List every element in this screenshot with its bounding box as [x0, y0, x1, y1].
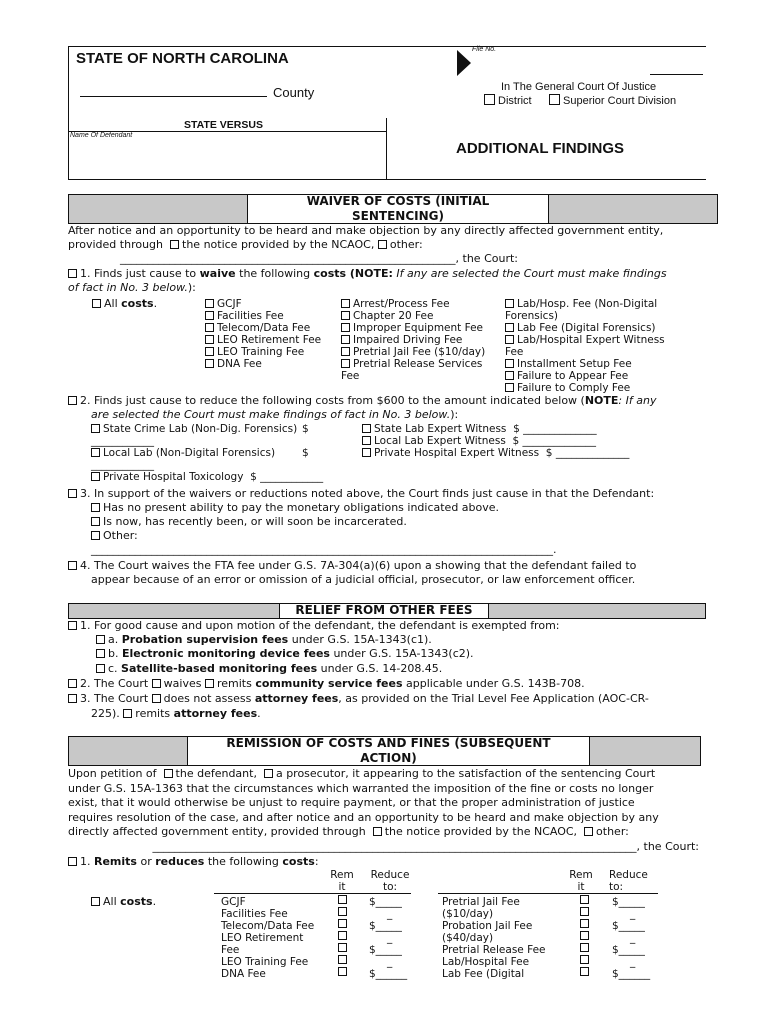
- finding-3-checkbox[interactable]: [68, 489, 77, 498]
- remit-checkbox[interactable]: [580, 895, 589, 904]
- banner-left-shade: [68, 736, 188, 766]
- waive-item[interactable]: Telecom/Data Fee: [205, 322, 321, 334]
- header-top-rule: [68, 46, 706, 47]
- remit-checkbox[interactable]: [338, 955, 347, 964]
- finding-3-other-line[interactable]: ____________________________________________________________________________________.: [91, 543, 557, 556]
- relief-1c[interactable]: c. Satellite-based monitoring fees under G.S. 14-208.45.: [96, 662, 442, 677]
- remission-court-line[interactable]: ________________________________________________________________________________________, the Court:: [152, 840, 699, 853]
- remit-checkbox-column[interactable]: [338, 895, 347, 977]
- fee-label: LEO Retirement: [221, 932, 304, 944]
- finding-1: 1. Finds just cause to waive the following costs (NOTE: If any are selected the Court must make findings: [68, 267, 667, 282]
- remission-p3: exist, that it would otherwise be unjust to require payment, or that the proper administration of justice: [68, 796, 635, 809]
- waive-item[interactable]: LEO Training Fee: [205, 346, 321, 358]
- remission-right-fees: [442, 896, 545, 980]
- waive-item[interactable]: Impaired Driving Fee: [341, 334, 485, 346]
- finding-4-checkbox[interactable]: [68, 561, 77, 570]
- fee-label: Fee: [221, 944, 240, 956]
- remission-title: REMISSION OF COSTS AND FINES (SUBSEQUENT ACTION): [226, 736, 551, 765]
- remission-all-costs[interactable]: All costs.: [91, 895, 156, 910]
- remit-checkbox[interactable]: [580, 931, 589, 940]
- defendant-checkbox[interactable]: [164, 769, 173, 778]
- ncaoc-checkbox-2[interactable]: [373, 827, 382, 836]
- finding-3-option[interactable]: Other:: [91, 529, 138, 544]
- waiver-intro-1: After notice and an opportunity to be heard and make objection by any directly affected government entity,: [68, 224, 664, 237]
- amount-line[interactable]: ____________: [91, 435, 154, 447]
- other-checkbox-2[interactable]: [584, 827, 593, 836]
- relief-1a[interactable]: a. Probation supervision fees under G.S. 15A-1343(c1).: [96, 633, 432, 648]
- relief-1-checkbox[interactable]: [68, 621, 77, 630]
- court-line: In The General Court Of Justice: [501, 81, 657, 93]
- all-costs-checkbox-2[interactable]: [91, 897, 100, 906]
- fee-label: LEO Training Fee: [221, 956, 309, 968]
- relief-3-cont: 225). remits attorney fees.: [91, 707, 261, 720]
- finding-3-option[interactable]: Is now, has recently been, or will soon be incarcerated.: [91, 515, 407, 530]
- finding-2-checkbox[interactable]: [68, 396, 77, 405]
- header-divider: [386, 118, 387, 180]
- fee-label: Pretrial Release Fee: [442, 944, 546, 956]
- finding-3-option[interactable]: Has no present ability to pay the monetary obligations indicated above.: [91, 501, 499, 516]
- superior-checkbox[interactable]: [549, 94, 560, 105]
- waive-item[interactable]: GCJF: [205, 298, 321, 310]
- reduce-state-lab[interactable]: State Lab Expert Witness $ ______________: [362, 423, 597, 435]
- finding-1-checkbox[interactable]: [68, 269, 77, 278]
- waive-item[interactable]: Lab/Hospital Expert Witness: [505, 334, 665, 346]
- fee-label: Telecom/Data Fee: [221, 920, 315, 932]
- waive-item[interactable]: Arrest/Process Fee: [341, 298, 485, 310]
- reduce-local-lab[interactable]: Local Lab Expert Witness $ ______________: [362, 435, 596, 447]
- all-costs-checkbox[interactable]: [92, 299, 101, 308]
- waive-item[interactable]: Chapter 20 Fee: [341, 310, 485, 322]
- not-assess-checkbox[interactable]: [152, 694, 161, 703]
- reduce-private-tox[interactable]: Private Hospital Toxicology $ ____________: [91, 471, 323, 483]
- remit-header: Rem it: [569, 869, 593, 893]
- file-no-arrow-icon: [457, 50, 471, 76]
- remits-attorney-checkbox[interactable]: [123, 709, 132, 718]
- district-checkbox[interactable]: [484, 94, 495, 105]
- amount-line[interactable]: ____________: [91, 459, 154, 471]
- remit-checkbox[interactable]: [580, 943, 589, 952]
- waive-col-2: Arrest/Process Fee Chapter 20 Fee Improper Equipment Fee Impaired Driving Fee Pretrial Jail Fee ($10/day) Pretrial Release Services Fee: [341, 298, 486, 382]
- fee-label: ($10/day): [442, 908, 494, 920]
- banner-right-shade: [589, 736, 701, 766]
- remit-checkbox[interactable]: [338, 931, 347, 940]
- fee-label: Probation Jail Fee: [442, 920, 533, 932]
- file-no-line[interactable]: [650, 74, 703, 75]
- remission-p2: under G.S. 15A-1363 that the circumstances which warranted the imposition of the fine or costs no longer: [68, 782, 654, 795]
- other-checkbox[interactable]: [378, 240, 387, 249]
- fee-label: Facilities Fee: [221, 908, 288, 920]
- waive-item[interactable]: Facilities Fee: [205, 310, 321, 322]
- remit-checkbox[interactable]: [580, 919, 589, 928]
- remit-checkbox-column[interactable]: [580, 895, 589, 977]
- remission-left-fees: [221, 896, 314, 980]
- waive-item[interactable]: Pretrial Release Services: [341, 358, 485, 370]
- waive-item[interactable]: Improper Equipment Fee: [341, 322, 485, 334]
- waive-item[interactable]: Failure to Appear Fee: [505, 370, 665, 382]
- relief-2-checkbox[interactable]: [68, 679, 77, 688]
- finding-2: 2. Finds just cause to reduce the following costs from $600 to the amount indicated below (NOTE: If any: [68, 394, 656, 409]
- relief-3: 3. The Court does not assess attorney fees, as provided on the Trial Level Fee Application (AOC-CR-: [68, 692, 649, 707]
- remit-checkbox[interactable]: [338, 943, 347, 952]
- remit-checkbox[interactable]: [580, 955, 589, 964]
- dollar-sign: $: [302, 423, 309, 435]
- header-left-rule: [68, 46, 69, 180]
- remit-checkbox[interactable]: [580, 907, 589, 916]
- county-label: County: [273, 85, 315, 100]
- reduce-header: Reduce to:: [609, 869, 648, 893]
- remit-header: Rem it: [330, 869, 354, 893]
- remit-checkbox[interactable]: [338, 967, 347, 976]
- state-versus-label: STATE VERSUS: [184, 119, 263, 131]
- reduce-header: Reduce to:: [370, 869, 410, 893]
- table-rule-right: [438, 893, 658, 894]
- file-no-label: File No.: [472, 46, 497, 53]
- table-rule-left: [214, 893, 411, 894]
- fee-label: Lab/Hospital Fee: [442, 956, 530, 968]
- reduce-local-nd[interactable]: Local Lab (Non-Digital Forensics): [91, 447, 275, 459]
- waive-item[interactable]: Lab Fee (Digital Forensics): [505, 322, 665, 334]
- remission-f1: 1. Remits or reduces the following costs:: [68, 855, 319, 870]
- waive-item[interactable]: Failure to Comply Fee: [505, 382, 665, 394]
- remit-checkbox[interactable]: [338, 919, 347, 928]
- finding-4-cont: appear because of an error or omission of a judicial official, prosecutor, or law enforcement officer.: [91, 573, 636, 586]
- waiver-intro-2: provided through the notice provided by the NCAOC, other:: [68, 238, 423, 251]
- defendant-label: Name Of Defendant: [70, 132, 133, 139]
- waiver-title: WAIVER OF COSTS (INITIAL SENTENCING): [306, 194, 490, 223]
- reduce-private-hosp[interactable]: Private Hospital Expert Witness $ ______________: [362, 447, 629, 459]
- remission-f1-checkbox[interactable]: [68, 857, 77, 866]
- waive-item[interactable]: Installment Setup Fee: [505, 358, 665, 370]
- all-costs-option[interactable]: All costs.: [92, 297, 157, 312]
- prosecutor-checkbox[interactable]: [264, 769, 273, 778]
- fee-label: Pretrial Jail Fee: [442, 896, 520, 908]
- remission-p4: requires resolution of the case, and after notice and an opportunity to be heard and make objection by any: [68, 811, 659, 824]
- remit-checkbox[interactable]: [338, 907, 347, 916]
- relief-3-checkbox[interactable]: [68, 694, 77, 703]
- relief-1b[interactable]: b. Electronic monitoring device fees under G.S. 15A-1343(c2).: [96, 647, 474, 662]
- reduce-crime-lab[interactable]: State Crime Lab (Non-Dig. Forensics): [91, 423, 297, 435]
- reduce-amounts-left[interactable]: $_____ _ $_____ _ $_____ _ $______: [369, 896, 408, 980]
- relief-title: RELIEF FROM OTHER FEES: [295, 603, 473, 617]
- state-heading: STATE OF NORTH CAROLINA: [76, 50, 289, 67]
- finding-4: 4. The Court waives the FTA fee under G.S. 7A-304(a)(6) upon a showing that the defendant failed to: [68, 559, 636, 574]
- banner-left-shade: [68, 603, 280, 619]
- relief-2: 2. The Court waives remits community service fees applicable under G.S. 143B-708.: [68, 677, 585, 692]
- waive-item[interactable]: LEO Retirement Fee: [205, 334, 321, 346]
- remission-p1: Upon petition of the defendant, a prosecutor, it appearing to the satisfaction of the sentencing Court: [68, 767, 656, 780]
- reduce-amounts-right[interactable]: $_____ _ $_____ _ $_____ _ $______: [612, 896, 651, 980]
- fee-label: GCJF: [221, 896, 246, 908]
- superior-option[interactable]: Superior Court Division: [549, 94, 676, 107]
- banner-left-shade: [68, 194, 248, 224]
- waives-checkbox[interactable]: [152, 679, 161, 688]
- waive-col-3: Lab/Hosp. Fee (Non-Digital Forensics) Lab Fee (Digital Forensics) Lab/Hospital Expert Witness Fee Installment Setup Fee Failure to Appear Fee Failure to Comply Fee: [505, 298, 665, 394]
- remit-checkbox[interactable]: [580, 967, 589, 976]
- banner-right-shade: [488, 603, 706, 619]
- ncaoc-checkbox[interactable]: [170, 240, 179, 249]
- remission-p5: directly affected government entity, provided through the notice provided by the NCAOC, other:: [68, 825, 629, 838]
- district-option[interactable]: District: [484, 94, 532, 107]
- fee-label: ($40/day): [442, 932, 494, 944]
- finding-1-cont: of fact in No. 3 below.):: [68, 281, 196, 294]
- remits-checkbox[interactable]: [205, 679, 214, 688]
- waive-col-1: [205, 298, 321, 370]
- county-line[interactable]: [80, 96, 267, 97]
- fee-label: DNA Fee: [221, 968, 266, 980]
- finding-3: 3. In support of the waivers or reductions noted above, the Court finds just cause in that the Defendant:: [68, 487, 654, 502]
- waive-item[interactable]: Pretrial Jail Fee ($10/day): [341, 346, 485, 358]
- court-line-field[interactable]: _____________________________________________________________, the Court:: [120, 252, 518, 265]
- banner-right-shade: [548, 194, 718, 224]
- waive-item[interactable]: Lab/Hosp. Fee (Non-Digital: [505, 298, 665, 310]
- relief-1: 1. For good cause and upon motion of the defendant, the defendant is exempted from:: [68, 619, 560, 634]
- header-bottom-rule: [68, 179, 706, 180]
- waive-item[interactable]: DNA Fee: [205, 358, 321, 370]
- finding-2-cont: are selected the Court must make findings of fact in No. 3 below.):: [91, 408, 459, 421]
- remit-checkbox[interactable]: [338, 895, 347, 904]
- dollar-sign: $: [302, 447, 309, 459]
- fee-label: Lab Fee (Digital: [442, 968, 525, 980]
- form-title: ADDITIONAL FINDINGS: [456, 140, 625, 157]
